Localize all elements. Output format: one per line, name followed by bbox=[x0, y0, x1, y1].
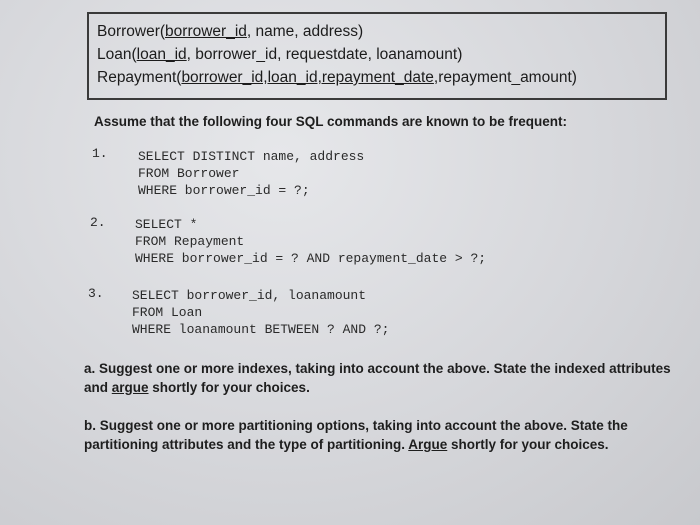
query-line: FROM Borrower bbox=[138, 166, 240, 181]
query-line: WHERE borrower_id = ? AND repayment_date > ?; bbox=[135, 251, 487, 266]
question-text: a. Suggest one or more indexes, taking into account the above. State the indexed attributes and bbox=[84, 361, 671, 395]
query-line: FROM Repayment bbox=[135, 234, 245, 249]
primary-key: borrower_id bbox=[165, 23, 247, 40]
attributes: , borrower_id, requestdate, loanamount) bbox=[186, 46, 463, 63]
attributes: ,repayment_amount) bbox=[433, 69, 577, 86]
query-number: 1. bbox=[92, 146, 108, 161]
schema-repayment bbox=[97, 66, 665, 89]
question-b bbox=[84, 416, 684, 454]
relation-name: Loan( bbox=[97, 46, 137, 63]
schema-box bbox=[87, 12, 667, 100]
query-3 bbox=[132, 287, 389, 338]
query-line: FROM Loan bbox=[132, 305, 203, 320]
query-number: 2. bbox=[90, 215, 106, 230]
intro-text: Assume that the following four SQL commands are known to be frequent: bbox=[94, 114, 568, 129]
question-a bbox=[84, 359, 684, 397]
query-line: SELECT DISTINCT name, address bbox=[138, 149, 365, 164]
query-number: 3. bbox=[88, 286, 104, 301]
query-line: SELECT * bbox=[135, 217, 198, 232]
query-1 bbox=[138, 148, 364, 199]
query-line: SELECT borrower_id, loanamount bbox=[132, 288, 367, 303]
relation-name: Repayment( bbox=[97, 69, 182, 86]
primary-key: loan_id bbox=[136, 46, 187, 63]
question-text: shortly for your choices. bbox=[148, 380, 310, 395]
question-text: shortly for your choices. bbox=[447, 437, 609, 452]
attributes: , name, address) bbox=[246, 23, 364, 40]
schema-loan bbox=[97, 43, 665, 66]
question-text: b. Suggest one or more partitioning options, taking into account the above. State the partitioning attributes and the type of partitioning. bbox=[84, 418, 628, 452]
relation-name: Borrower( bbox=[97, 23, 166, 40]
underlined-word: argue bbox=[111, 380, 149, 395]
schema-borrower bbox=[97, 20, 665, 43]
query-line: WHERE borrower_id = ?; bbox=[138, 183, 310, 198]
underlined-word: Argue bbox=[408, 437, 448, 452]
query-line: WHERE loanamount BETWEEN ? AND ?; bbox=[132, 322, 390, 337]
query-2 bbox=[135, 216, 486, 267]
primary-key: borrower_id,loan_id,repayment_date bbox=[181, 69, 434, 86]
